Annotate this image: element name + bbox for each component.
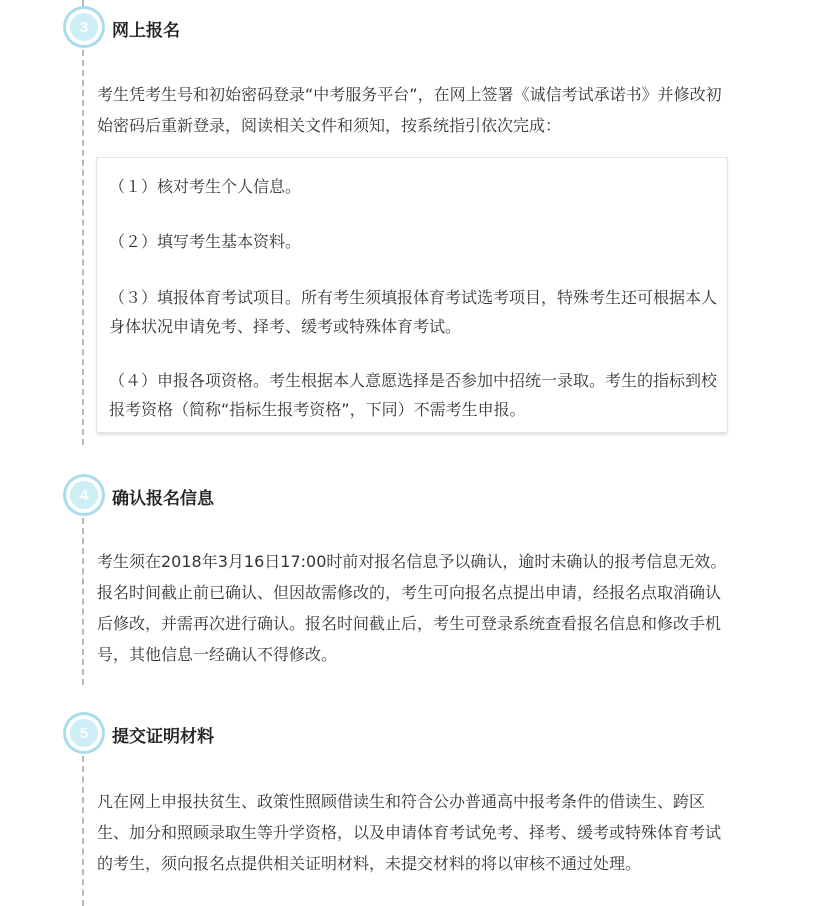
step-number-badge [63,6,105,48]
steps-list-box [96,157,728,433]
section-title: 确认报名信息 [112,489,214,509]
timeline-line [82,756,84,906]
step-number: 5 [66,715,102,751]
section-paragraph: 考生须在2018年3月16日17:00时前对报名信息予以确认，逾时未确认的报考信息无效。报名时间截止前已确认、但因故需修改的，考生可向报名点提出申请，经报名点取消确认后修改，并需再次进行确认。报名时间截止后，考生可登录系统查看报名信息和修改手机号，其他信息一经确认不得修改。 [97,552,727,664]
list-item: （２）填写考生基本资料。 [109,232,302,251]
step-number: 3 [66,9,102,45]
timeline-line [82,50,84,445]
section-title: 网上报名 [112,21,180,41]
timeline-line [82,518,84,685]
step-number-badge [63,474,105,516]
section-paragraph: 考生凭考生号和初始密码登录“中考服务平台”，在网上签署《诚信考试承诺书》并修改初始密码后重新登录，阅读相关文件和须知，按系统指引依次完成： [97,85,722,135]
list-item: （１）核对考生个人信息。 [109,177,302,196]
step-number-badge [63,712,105,754]
step-number: 4 [66,477,102,513]
list-item: （４）申报各项资格。考生根据本人意愿选择是否参加中招统一录取。考生的指标到校报考资格（简称“指标生报考资格”，下同）不需考生申报。 [109,371,718,419]
section-paragraph: 凡在网上申报扶贫生、政策性照顾借读生和符合公办普通高中报考条件的借读生、跨区生、加分和照顾录取生等升学资格，以及申请体育考试免考、择考、缓考或特殊体育考试的考生，须向报名点提供相关证明材料，未提交材料的将以审核不通过处理。 [97,792,722,873]
section-title: 提交证明材料 [112,727,214,747]
list-item: （３）填报体育考试项目。所有考生须填报体育考试选考项目，特殊考生还可根据本人身体状况申请免考、择考、缓考或特殊体育考试。 [109,288,718,336]
